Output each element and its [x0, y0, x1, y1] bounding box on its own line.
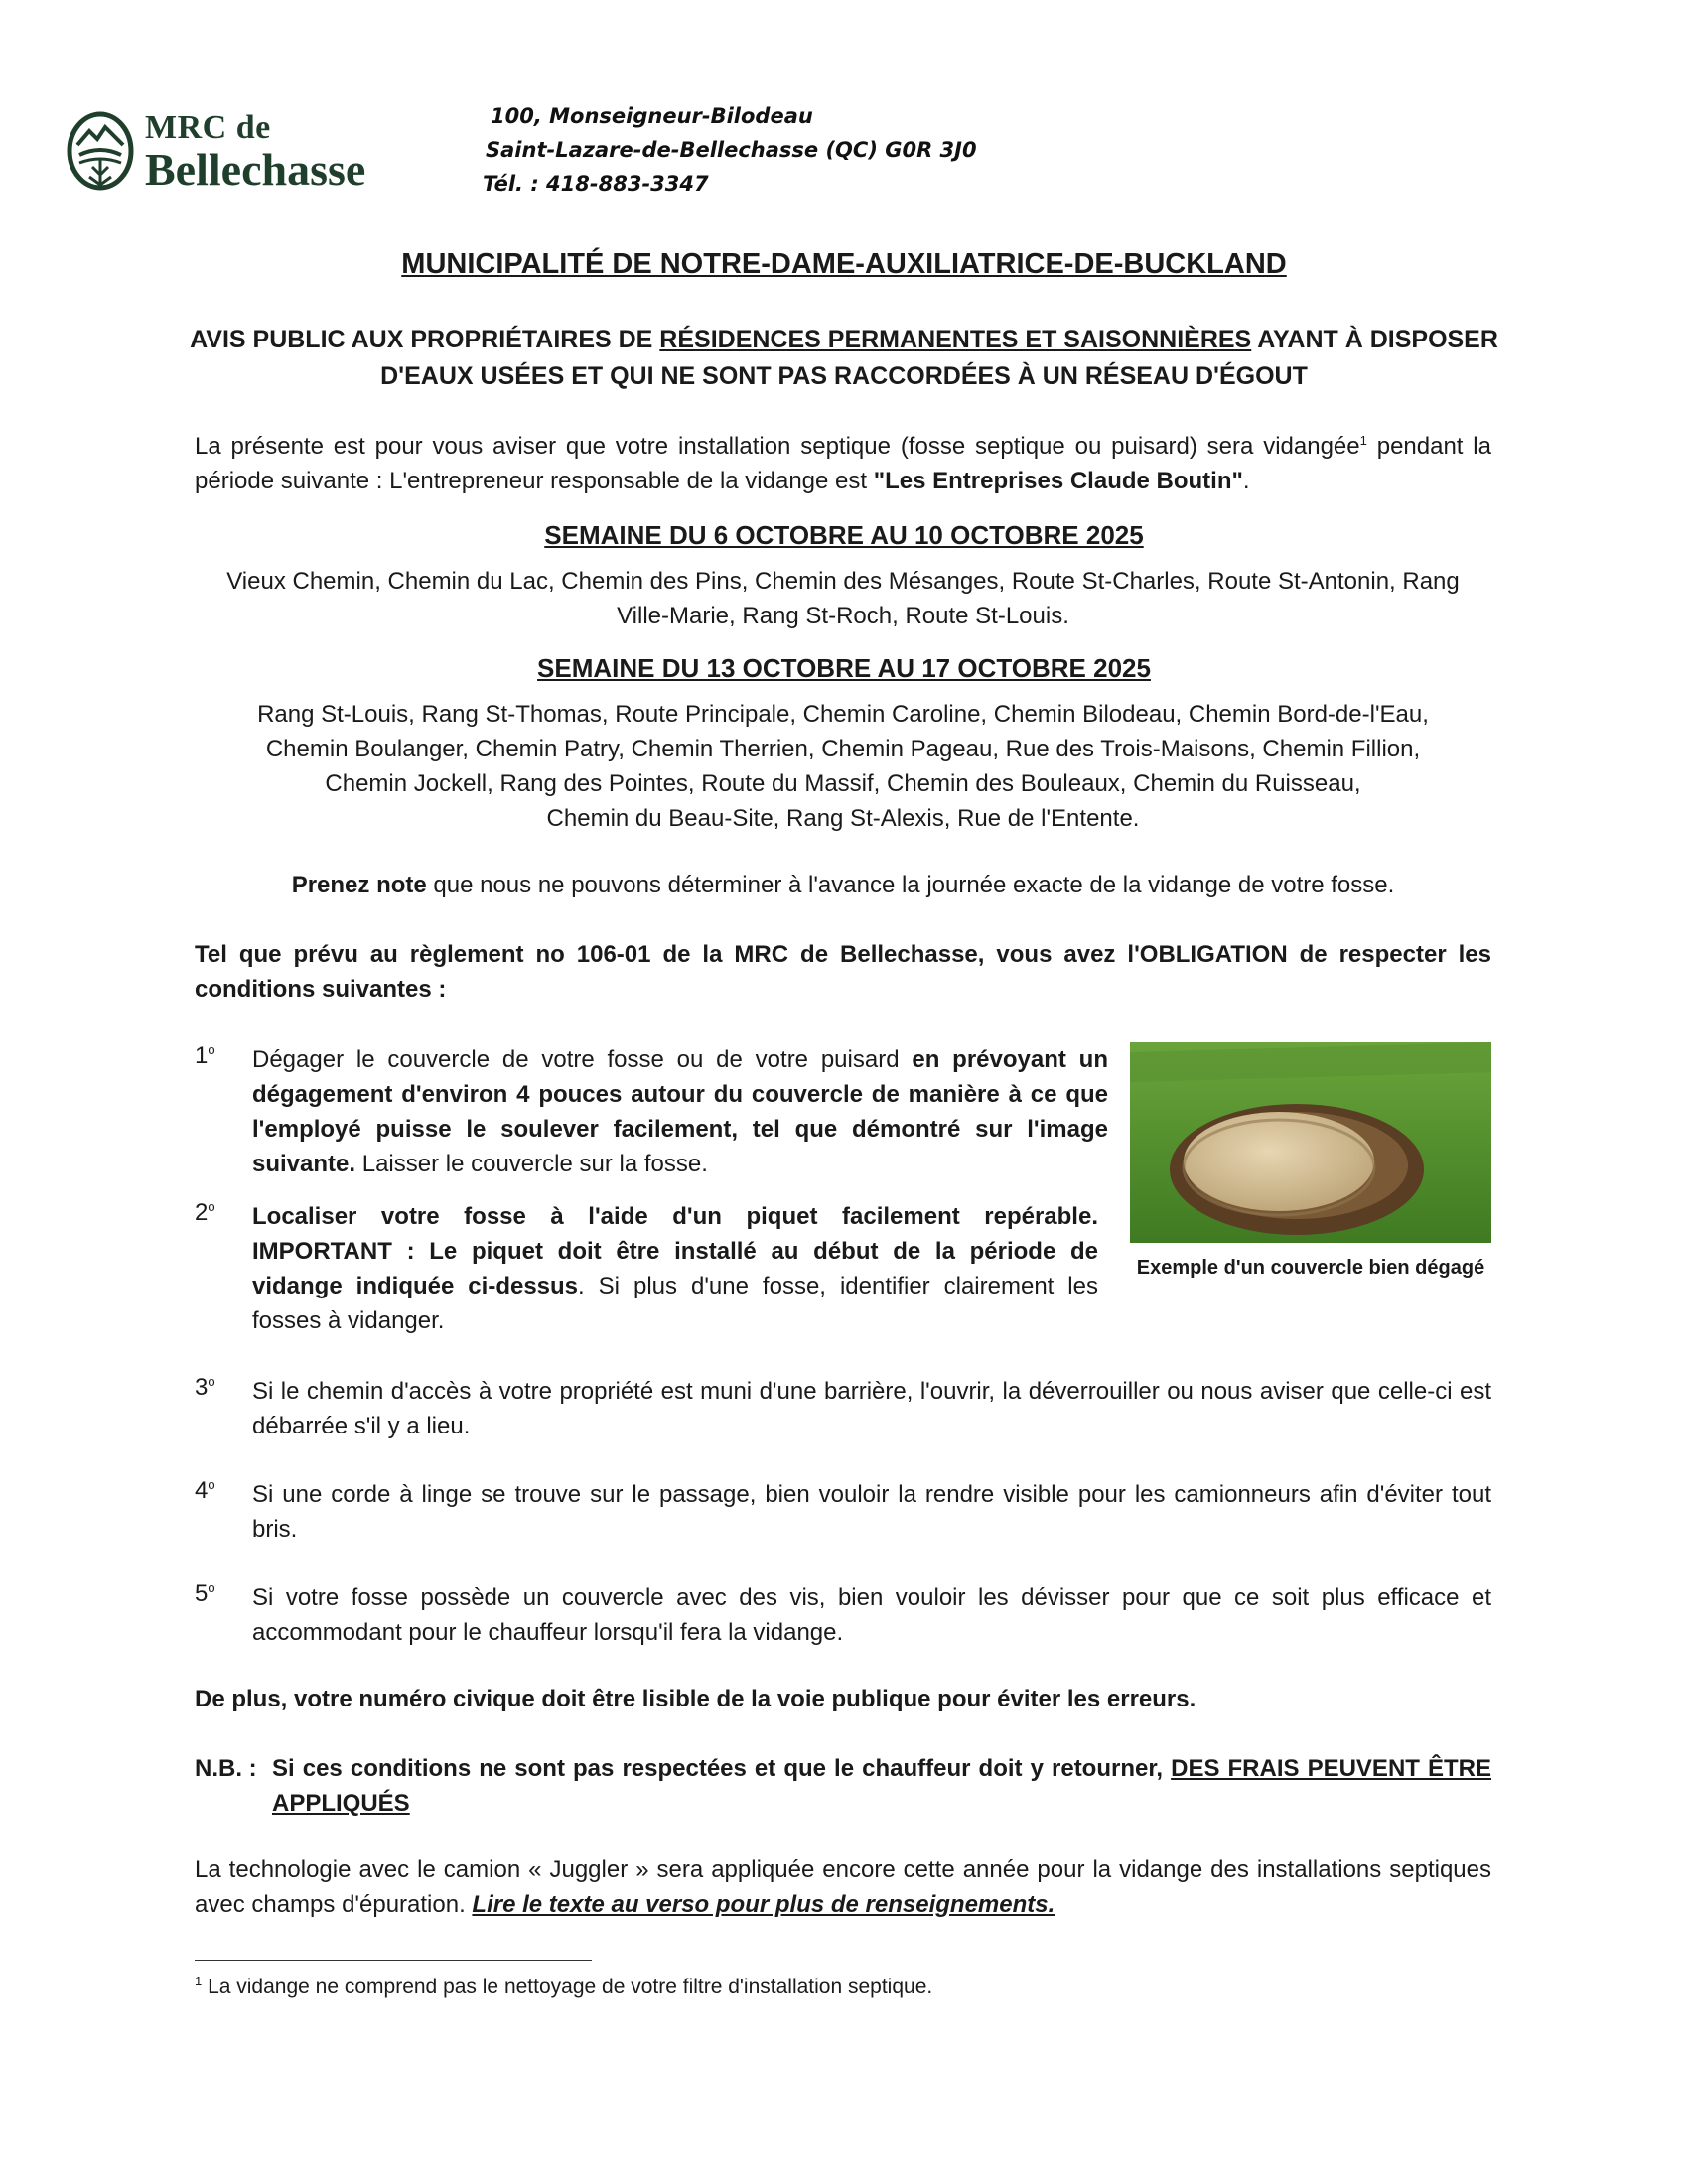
intro-text3: .: [1242, 468, 1250, 494]
item-2-text: Localiser votre fosse à l'aide d'un piquet facilement repérable. IMPORTANT : Le piquet doit être installé au début de la période de vidange indiquée ci-dessus. Si plus d'une fosse, identifier clairement les fosses à vidanger.: [252, 1203, 1098, 1334]
nb-text: Si ces conditions ne sont pas respectées et que le chauffeur doit y retourner, DES FRAIS PEUVENT ÊTRE APPLIQUÉS: [272, 1755, 1492, 1817]
footnote-mark: 1: [195, 1974, 203, 1988]
week2-roads-line: Chemin Boulanger, Chemin Patry, Chemin Therrien, Chemin Pageau, Rue des Trois-Maisons, Chemin Fillion,: [265, 736, 1421, 762]
week2-roads-line: Chemin Jockell, Rang des Pointes, Route du Massif, Chemin des Bouleaux, Chemin du Ruisseau,: [325, 770, 1361, 797]
intro-text1: La présente est pour vous aviser que votre installation septique (fosse septique ou puisard) sera vidangée: [195, 433, 1360, 460]
week1-roads-line: Ville-Marie, Rang St-Roch, Route St-Louis.: [617, 603, 1069, 629]
item-number: 4$^o$: [195, 1477, 215, 1504]
item-number: 3$^o$: [195, 1374, 215, 1401]
mrc-logo: [66, 107, 393, 197]
week1-heading: SEMAINE DU 6 OCTOBRE AU 10 OCTOBRE 2025: [544, 520, 1144, 550]
mrc-emblem-icon: [66, 111, 135, 191]
juggler-paragraph: [195, 1852, 1491, 1922]
subtitle-underlined: RÉSIDENCES PERMANENTES ET SAISONNIÈRES: [659, 326, 1252, 353]
week1-roads-line: Vieux Chemin, Chemin du Lac, Chemin des Pins, Chemin des Mésanges, Route St-Charles, Route St-Antonin, Rang: [226, 568, 1460, 595]
week2-roads-line: Chemin du Beau-Site, Rang St-Alexis, Rue de l'Entente.: [546, 805, 1140, 832]
well-uncovered-lid-photo: [1130, 1042, 1491, 1243]
item-5-text: Si votre fosse possède un couvercle avec des vis, bien vouloir les dévisser pour que ce soit plus efficace et accommodant pour le chauffeur lorsqu'il fera la vidange.: [252, 1584, 1491, 1646]
item-3-text: Si le chemin d'accès à votre propriété est muni d'une barrière, l'ouvrir, la déverrouiller ou nous aviser que celle-ci est débarrée s'il y a lieu.: [252, 1378, 1491, 1439]
note-bold: Prenez note: [291, 872, 427, 898]
note-paragraph: [195, 868, 1491, 902]
footnote: [195, 1974, 932, 1999]
item-number: 2$^o$: [195, 1199, 215, 1226]
juggler-text: La technologie avec le camion « Juggler » sera appliquée encore cette année pour la vidange des installations septiques avec champs d'épuration.: [195, 1856, 1491, 1918]
logo-line2: Bellechasse: [145, 144, 366, 195]
address-city: Saint-Lazare-de-Bellechasse (QC) G0R 3J0: [486, 138, 977, 162]
intro-paragraph: [195, 423, 1491, 498]
read-verso-link[interactable]: Lire le texte au verso pour plus de renseignements.: [472, 1891, 1055, 1918]
week2-roads-line: Rang St-Louis, Rang St-Thomas, Route Principale, Chemin Caroline, Chemin Bilodeau, Chemin Bord-de-l'Eau,: [257, 701, 1429, 728]
item-number: 5$^o$: [195, 1580, 215, 1607]
footnote-divider: [195, 1960, 592, 1961]
lid-photo-image: [1130, 1042, 1491, 1243]
note-text: que nous ne pouvons déterminer à l'avance la journée exacte de la vidange de votre fosse.: [426, 872, 1395, 898]
regulation-paragraph: Tel que prévu au règlement no 106-01 de la MRC de Bellechasse, vous avez l'OBLIGATION de respecter les conditions suivantes :: [195, 941, 1491, 1003]
nb-label: N.B. :: [195, 1755, 257, 1782]
item-4-text: Si une corde à linge se trouve sur le passage, bien vouloir la rendre visible pour les camionneurs afin d'éviter tout bris.: [252, 1481, 1491, 1543]
address-street: 100, Monseigneur-Bilodeau: [491, 104, 813, 128]
contractor-name: "Les Entreprises Claude Boutin": [873, 468, 1243, 494]
subtitle-part1: AVIS PUBLIC AUX PROPRIÉTAIRES DE: [190, 326, 660, 353]
page-title: MUNICIPALITÉ DE NOTRE-DAME-AUXILIATRICE-DE-BUCKLAND: [401, 248, 1287, 280]
footnote-text: La vidange ne comprend pas le nettoyage de votre filtre d'installation septique.: [202, 1976, 933, 1998]
week2-heading: SEMAINE DU 13 OCTOBRE AU 17 OCTOBRE 2025: [537, 653, 1151, 683]
address-block: [483, 99, 977, 201]
week1-roads: [195, 564, 1491, 633]
logo-line1: MRC de: [145, 109, 271, 146]
item-1-text: Dégager le couvercle de votre fosse ou de votre puisard en prévoyant un dégagement d'environ 4 pouces autour du couvercle de manière à ce que l'employé puisse le soulever facilement, tel que démontré sur l'image suivante. Laisser le couvercle sur la fosse.: [252, 1046, 1108, 1177]
intro-footnote-mark: 1: [1359, 433, 1367, 448]
week2-roads: [195, 697, 1491, 836]
subtitle-part2: AYANT À DISPOSER D'EAUX USÉES ET QUI NE SONT PAS RACCORDÉES À UN RÉSEAU D'ÉGOUT: [380, 326, 1498, 390]
item-number: 1$^o$: [195, 1042, 215, 1069]
notice-subtitle: [179, 322, 1509, 395]
photo-caption: Exemple d'un couvercle bien dégagé: [1136, 1257, 1485, 1279]
address-phone: Tél. : 418-883-3347: [483, 172, 709, 196]
intro-text2: pendant la période suivante : L'entrepreneur responsable de la vidange est: [195, 433, 1491, 494]
civic-number-notice: De plus, votre numéro civique doit être lisible de la voie publique pour éviter les erreurs.: [195, 1686, 1196, 1712]
